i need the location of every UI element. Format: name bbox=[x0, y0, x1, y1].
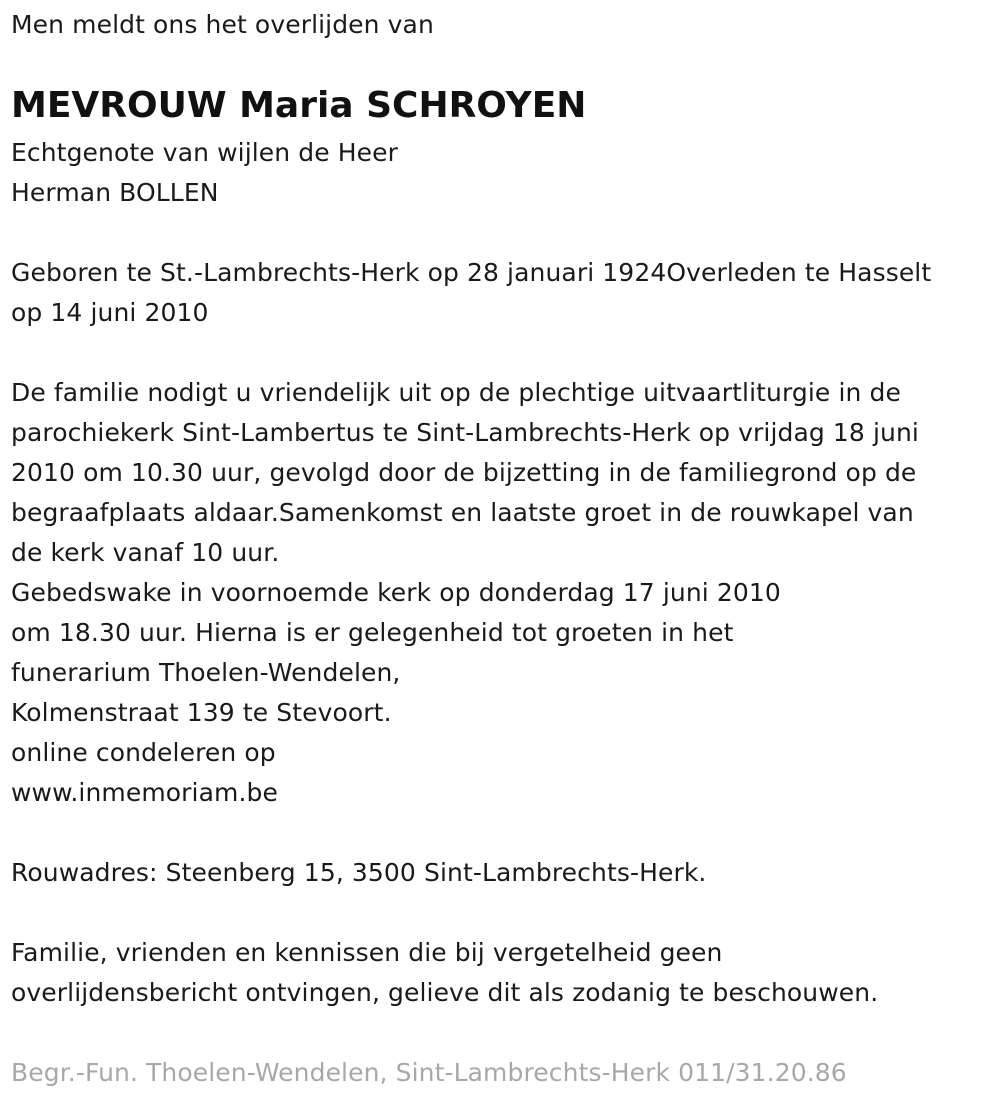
deceased-name: MEVROUW Maria SCHROYEN bbox=[11, 85, 587, 126]
funerarium-address: Kolmenstraat 139 te Stevoort. bbox=[11, 698, 392, 727]
birth-death-section bbox=[11, 253, 931, 333]
wake-line: om 18.30 uur. Hierna is er gelegenheid tot groeten in het bbox=[11, 618, 734, 647]
wake-line: Gebedswake in voornoemde kerk op donderdag 17 juni 2010 bbox=[11, 578, 781, 607]
funeral-line: De familie nodigt u vriendelijk uit op de plechtige uitvaartliturgie in de bbox=[11, 378, 901, 407]
funeral-line: de kerk vanaf 10 uur. bbox=[11, 538, 280, 567]
funeral-section bbox=[11, 373, 919, 813]
funerarium-line: funerarium Thoelen-Wendelen, bbox=[11, 658, 401, 687]
intro-text: Men meldt ons het overlijden van bbox=[11, 10, 434, 39]
mourning-address: Rouwadres: Steenberg 15, 3500 Sint-Lambrechts-Herk. bbox=[11, 858, 707, 887]
funeral-line: 2010 om 10.30 uur, gevolgd door de bijzetting in de familiegrond op de bbox=[11, 458, 917, 487]
birth-death-line: op 14 juni 2010 bbox=[11, 298, 209, 327]
birth-death-line: Geboren te St.-Lambrechts-Herk op 28 januari 1924Overleden te Hasselt bbox=[11, 258, 932, 287]
notice-line: overlijdensbericht ontvingen, gelieve dit als zodanig te beschouwen. bbox=[11, 978, 879, 1007]
funeral-line: parochiekerk Sint-Lambertus te Sint-Lambrechts-Herk op vrijdag 18 juni bbox=[11, 418, 919, 447]
spouse-line: Echtgenote van wijlen de Heer bbox=[11, 138, 399, 167]
mourning-address-section bbox=[11, 853, 706, 893]
notice-line: Familie, vrienden en kennissen die bij vergetelheid geen bbox=[11, 938, 723, 967]
funeral-director-footer: Begr.-Fun. Thoelen-Wendelen, Sint-Lambrechts-Herk 011/31.20.86 bbox=[11, 1058, 847, 1087]
condolence-line: online condeleren op bbox=[11, 738, 276, 767]
funeral-line: begraafplaats aldaar.Samenkomst en laatste groet in de rouwkapel van bbox=[11, 498, 914, 527]
notice-section bbox=[11, 933, 878, 1013]
spouse-name: Herman BOLLEN bbox=[11, 178, 219, 207]
condolence-url: www.inmemoriam.be bbox=[11, 778, 278, 807]
spouse-section bbox=[11, 133, 398, 213]
